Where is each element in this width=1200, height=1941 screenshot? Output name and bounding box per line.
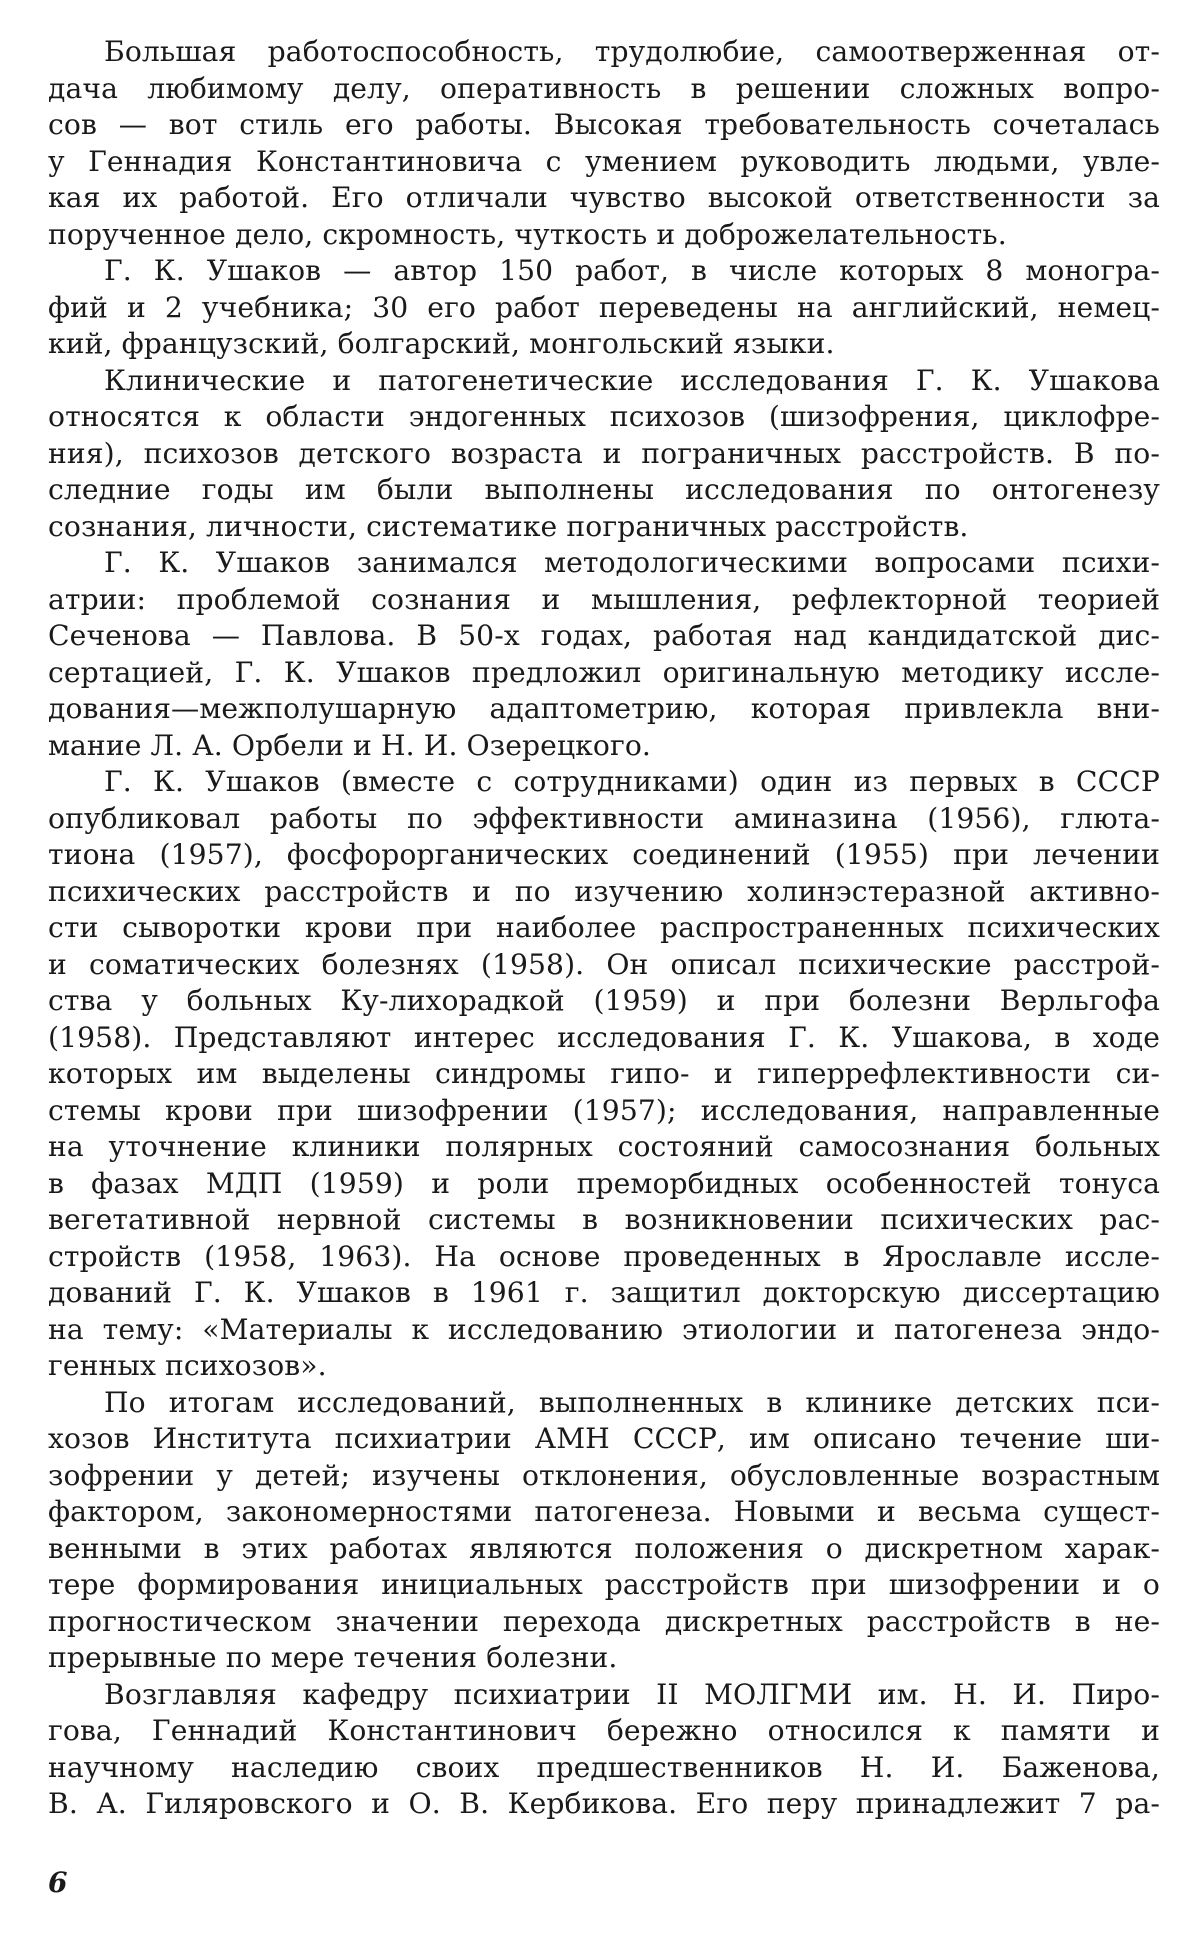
text-line: сознания, личности, систематике пограничных расстройств.: [48, 509, 969, 543]
paragraph-3: [48, 363, 1160, 546]
text-line: научному наследию своих предшественников Н. И. Баженова,: [48, 1750, 1160, 1784]
text-line: Возглавляя кафедру психиатрии II МОЛГМИ им. Н. И. Пиро-: [104, 1677, 1160, 1711]
text-line: В. А. Гиляровского и О. В. Кербикова. Его перу принадлежит 7 ра-: [48, 1787, 1160, 1820]
text-line: порученное дело, скромность, чуткость и доброжелательность.: [48, 217, 1007, 251]
text-line: на уточнение клиники полярных состояний самосознания больных: [48, 1130, 1160, 1163]
text-line: ния), психозов детского возраста и пограничных расстройств. В по-: [48, 436, 1160, 470]
text-line: тиона (1957), фосфорорганических соединений (1955) при лечении: [48, 838, 1160, 871]
text-line: фактором, закономерностями патогенеза. Новыми и весьма сущест-: [48, 1495, 1160, 1528]
text-line: Г. К. Ушаков занимался методологическими вопросами психи-: [104, 546, 1160, 579]
text-line: атрии: проблемой сознания и мышления, рефлекторной теорией: [48, 582, 1160, 616]
text-line: Г. К. Ушаков — автор 150 работ, в числе которых 8 моногра-: [104, 254, 1160, 287]
text-line: По итогам исследований, выполненных в клинике детских пси-: [104, 1385, 1160, 1419]
text-line: сертацией, Г. К. Ушаков предложил оригинальную методику иссле-: [48, 655, 1160, 689]
paragraph-2: [48, 253, 1160, 363]
text-line: венными в этих работах являются положения о дискретном харак-: [48, 1531, 1160, 1565]
text-line: Большая работоспособность, трудолюбие, самоотверженная от-: [104, 35, 1160, 68]
text-line: дача любимому делу, оперативность в решении сложных вопро-: [48, 71, 1160, 105]
paragraph-1: [48, 34, 1160, 253]
paragraph-5: [48, 764, 1160, 1385]
text-line: (1958). Представляют интерес исследования Г. К. Ушакова, в ходе: [48, 1020, 1160, 1054]
text-line: прогностическом значении перехода дискретных расстройств в не-: [48, 1604, 1160, 1638]
text-line: тере формирования инициальных расстройств при шизофрении и о: [48, 1568, 1160, 1601]
text-line: кий, французский, болгарский, монгольский языки.: [48, 327, 835, 360]
paragraph-7: [48, 1677, 1160, 1823]
text-line: вегетативной нервной системы в возникновении психических рас-: [48, 1203, 1160, 1236]
text-line: опубликовал работы по эффективности аминазина (1956), глюта-: [48, 801, 1160, 835]
text-line: фий и 2 учебника; 30 его работ переведены на английский, немец-: [48, 290, 1160, 324]
text-line: гова, Геннадий Константинович бережно относился к памяти и: [48, 1714, 1160, 1747]
text-line: стройств (1958, 1963). На основе проведенных в Ярославле иссле-: [48, 1239, 1160, 1273]
text-line: относятся к области эндогенных психозов (шизофрения, циклофре-: [48, 400, 1160, 433]
text-line: дований Г. К. Ушаков в 1961 г. защитил докторскую диссертацию: [48, 1276, 1160, 1309]
text-line: в фазах МДП (1959) и роли преморбидных особенностей тонуса: [48, 1166, 1160, 1200]
text-line: у Геннадия Константиновича с умением руководить людьми, увле-: [48, 144, 1160, 178]
text-line: сов — вот стиль его работы. Высокая требовательность сочеталась: [48, 108, 1160, 141]
text-line: и соматических болезнях (1958). Он описал психические расстрой-: [48, 947, 1160, 981]
text-line: стемы крови при шизофрении (1957); исследования, направленные: [48, 1093, 1160, 1127]
text-line: психических расстройств и по изучению холинэстеразной активно-: [48, 874, 1160, 908]
text-line: сти сыворотки крови при наиболее распространенных психических: [48, 911, 1160, 944]
text-line: прерывные по мере течения болезни.: [48, 1641, 618, 1674]
text-line: генных психозов».: [48, 1349, 327, 1382]
text-line: хозов Института психиатрии АМН СССР, им описано течение ши-: [48, 1422, 1160, 1455]
text-line: ства у больных Ку-лихорадкой (1959) и при болезни Верльгофа: [48, 984, 1160, 1017]
text-line: Сеченова — Павлова. В 50-х годах, работая над кандидатской дис-: [48, 619, 1160, 652]
text-line: зофрении у детей; изучены отклонения, обусловленные возрастным: [48, 1458, 1160, 1492]
document-page: [48, 34, 1160, 1894]
text-line: следние годы им были выполнены исследования по онтогенезу: [48, 473, 1160, 506]
page-number: 6: [48, 1866, 68, 1899]
text-line: дования—межполушарную адаптометрию, которая привлекла вни-: [48, 692, 1160, 725]
text-line: Г. К. Ушаков (вместе с сотрудниками) один из первых в СССР: [104, 765, 1160, 798]
paragraph-4: [48, 545, 1160, 764]
text-line: мание Л. А. Орбели и Н. И. Озерецкого.: [48, 728, 651, 762]
text-line: Клинические и патогенетические исследования Г. К. Ушакова: [104, 363, 1160, 397]
text-line: на тему: «Материалы к исследованию этиологии и патогенеза эндо-: [48, 1312, 1160, 1346]
paragraph-6: [48, 1385, 1160, 1677]
text-line: которых им выделены синдромы гипо- и гиперрефлективности си-: [48, 1057, 1160, 1090]
text-line: кая их работой. Его отличали чувство высокой ответственности за: [48, 181, 1160, 214]
